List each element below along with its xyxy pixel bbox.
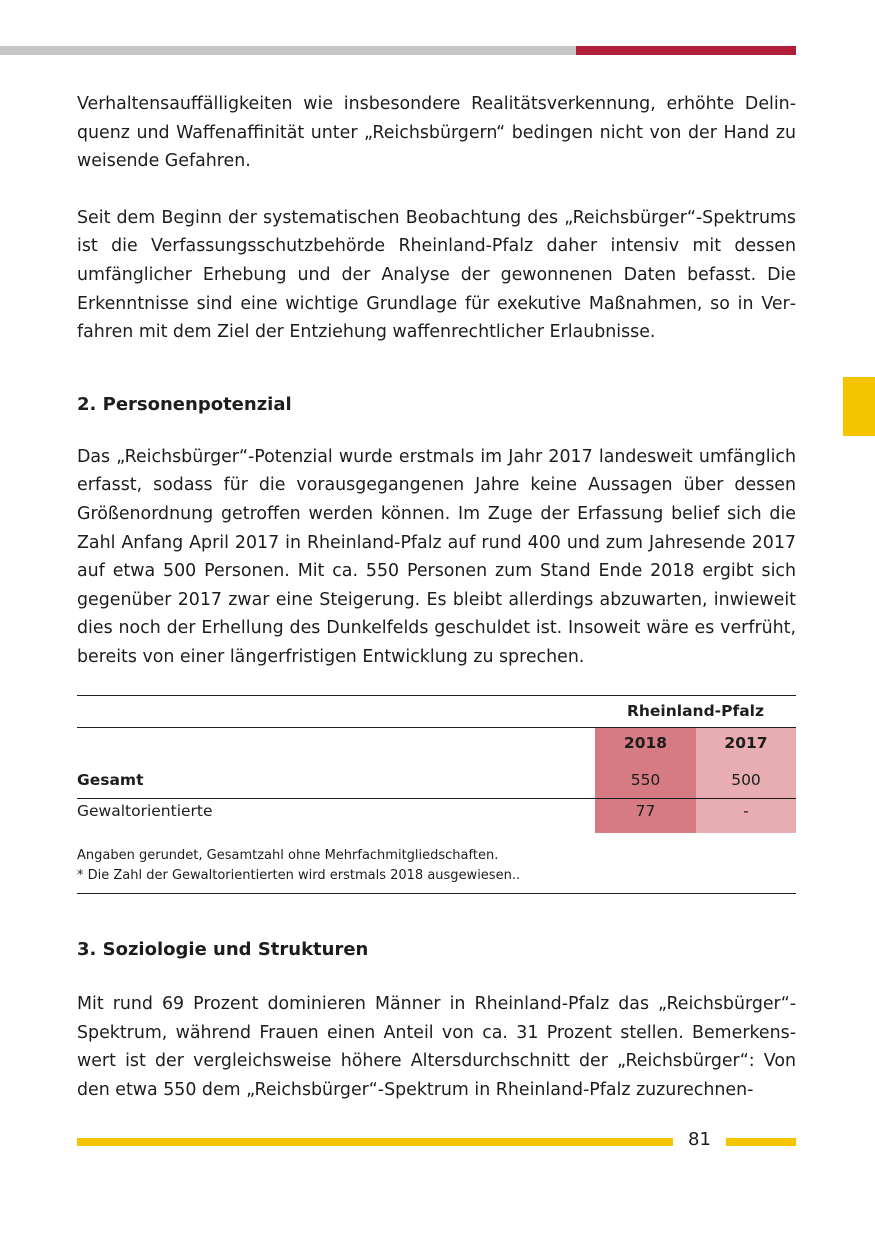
paragraph-intro: Verhaltensauffälligkeiten wie insbesondere Realitätsverkennung, erhöhte Delinquenz und Waffenaffinität unter „Reichsbürgern“ bedingen nicht von der Hand zu weisende Gefahren.	[77, 94, 796, 172]
table-row-rule	[77, 798, 796, 799]
table-top-rule	[77, 695, 796, 696]
header-rule-grey	[0, 46, 576, 55]
footer-rule-left	[77, 1138, 673, 1146]
paragraph-soziologie: Mit rund 69 Prozent dominieren Männer in Rheinland-Pfalz das „Reichsbürger“-Spektrum, während Frauen einen Anteil von ca. 31 Prozent stellen. Bemerkenswert ist der vergleichsweise höhere Altersdurchschnitt der „Reichsbürger“: Von den etwa 550 dem „Reichsbürger“-Spektrum in Rheinland-Pfalz zuzurechnen-	[77, 994, 796, 1100]
row-label-gewaltorientierte: Gewaltorientierte	[77, 802, 213, 820]
footer-rule-right	[726, 1138, 796, 1146]
row-label-gesamt: Gesamt	[77, 771, 144, 789]
year-header-2018: 2018	[623, 734, 668, 752]
paragraph-potenzial: Das „Reichsbürger“-Potenzial wurde erstmals im Jahr 2017 landesweit umfänglich erfasst, sodass für die vorausgegangenen Jahre keine Aussagen über dessen Größenordnung getroffen werden können. Im Zuge der Erfassung belief sich die Zahl Anfang April 2017 in Rheinland-Pfalz auf rund 400 und zum Jahresende 2017 auf etwa 500 Personen. Mit ca. 550 Personen zum Stand Ende 2018 ergibt sich gegenüber 2017 zwar eine Steigerung. Es bleibt allerdings abzuwarten, inwieweit dies noch der Erhellung des Dunkelfelds geschuldet ist. Insoweit wäre es verfrüht, bereits von einer längerfristigen Entwicklung zu sprechen.	[77, 446, 796, 667]
main-text	[77, 90, 796, 672]
table-region-header: Rheinland-Pfalz	[626, 702, 765, 720]
paragraph-observation: Seit dem Beginn der systematischen Beobachtung des „Reichsbürger“-Spektrums ist die Verfassungsschutzbehörde Rheinland-Pfalz daher intensiv mit dessen umfänglicher Erhebung und der Analyse der gewonnenen Daten befasst. Die Erkenntnisse sind eine wichtige Grundlage für exekutive Maßnahmen, so in Verfahren mit dem Ziel der Entziehung waffenrechtlicher Erlaubnisse.	[77, 207, 796, 343]
value-gewalt-2018: 77	[635, 802, 656, 820]
table-note-rounded: Angaben gerundet, Gesamtzahl ohne Mehrfachmitgliedschaften.	[77, 848, 499, 863]
chapter-tab-marker	[843, 377, 875, 436]
table-bottom-rule	[77, 893, 796, 894]
heading-personenpotenzial: 2. Personenpotenzial	[77, 393, 292, 415]
year-header-2017: 2017	[724, 734, 768, 752]
heading-soziologie: 3. Soziologie und Strukturen	[77, 939, 369, 960]
value-gewalt-2017: -	[743, 802, 749, 820]
table-note-footnote: * Die Zahl der Gewaltorientierten wird erstmals 2018 ausgewiesen..	[77, 868, 521, 883]
value-gesamt-2018: 550	[630, 771, 661, 789]
page-number: 81	[688, 1129, 711, 1150]
value-gesamt-2017: 500	[731, 771, 761, 789]
section-soziologie	[77, 936, 796, 1104]
header-rule-red	[576, 46, 796, 55]
